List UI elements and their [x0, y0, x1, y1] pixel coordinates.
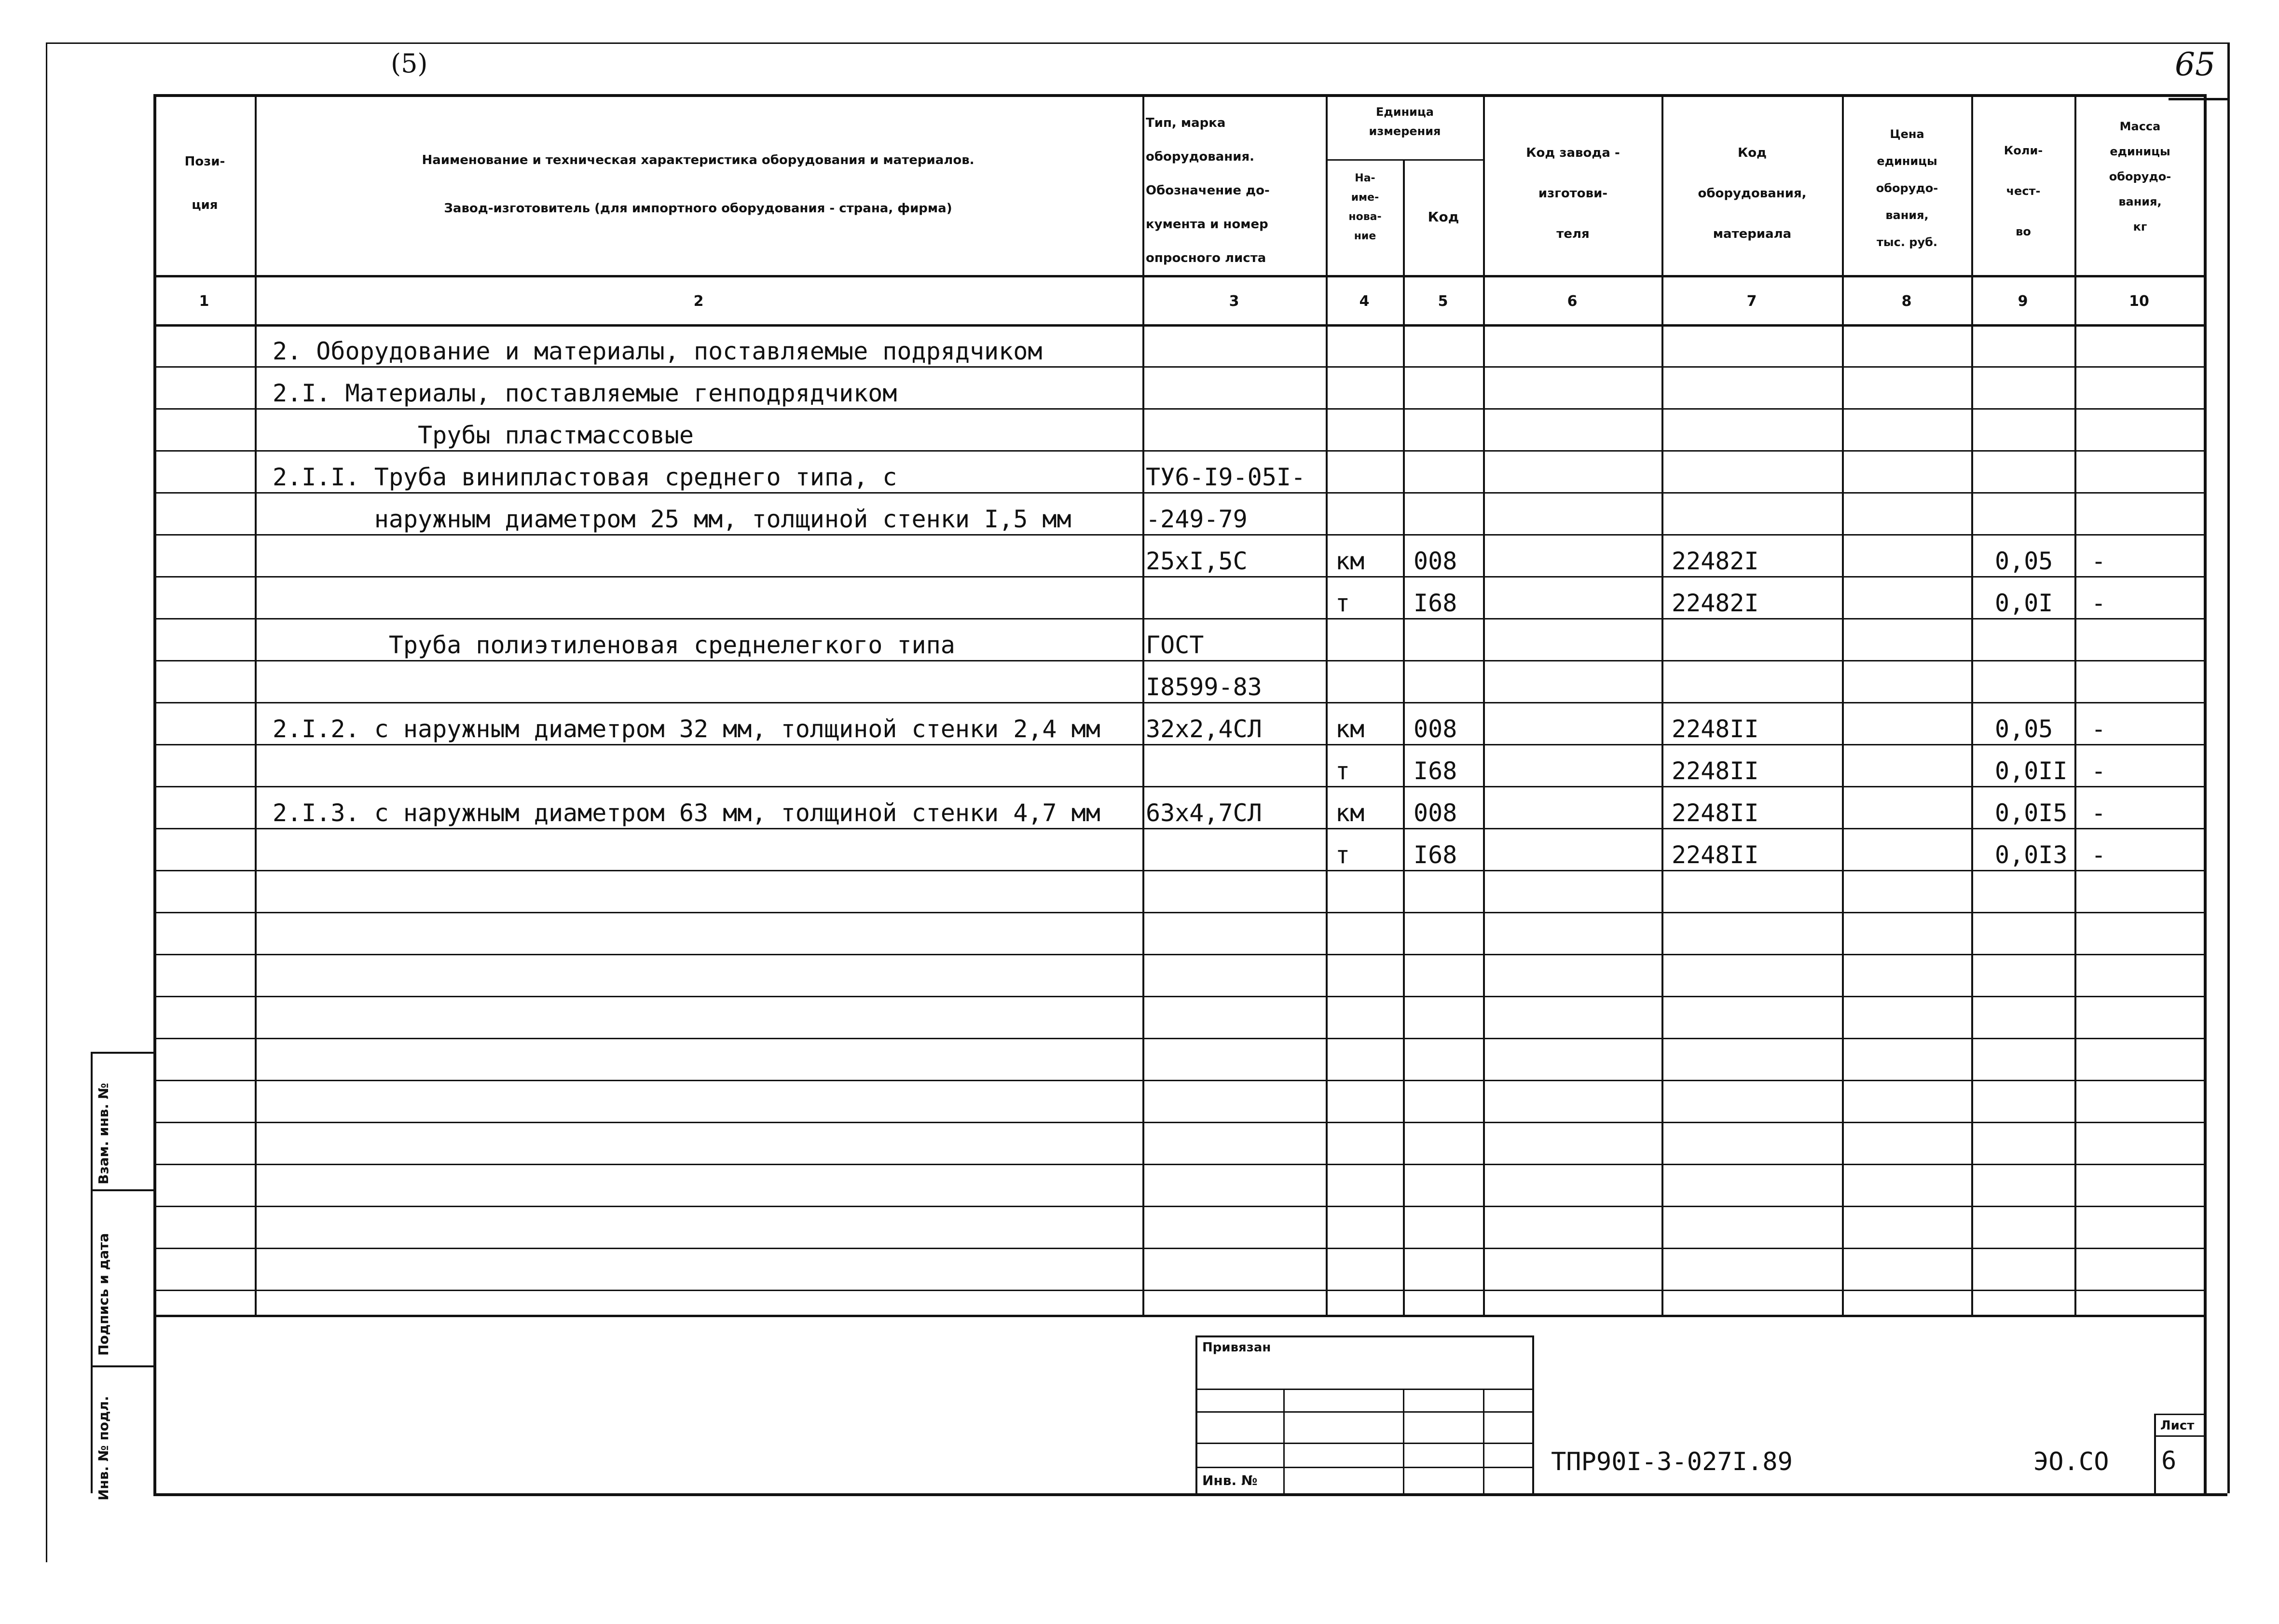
cell-mass: -: [2091, 715, 2106, 743]
cell-name: 2. Оборудование и материалы, поставляемые подрядчиком: [273, 337, 1043, 365]
row-line: [153, 1206, 2204, 1207]
stamp-line: [1195, 1467, 1532, 1468]
cell-type: 32х2,4СЛ: [1146, 715, 1262, 743]
stamp-line: [1195, 1411, 1532, 1413]
cell-name: 2.I.I. Труба винипластовая среднего типа, с: [273, 463, 897, 491]
cell-unit: км: [1335, 799, 1365, 827]
header-unit-code: Код: [1428, 209, 1459, 225]
stamp-line: [1283, 1389, 1285, 1493]
row-line: [153, 1164, 2204, 1165]
cell-type: I8599-83: [1146, 673, 1262, 701]
row-line: [153, 870, 2204, 871]
frame-right: [2204, 1315, 2207, 1493]
row-line: [153, 1122, 2204, 1123]
row-line: [153, 1290, 2204, 1291]
column-number: 4: [1359, 293, 1370, 310]
header-factory-code: Код завода - изготови- теля: [1526, 146, 1620, 241]
header-mass: Масса единицы оборудо- вания, кг: [2109, 120, 2171, 234]
side-label-inv: Инв. № подл.: [96, 1396, 111, 1500]
cell-unit-code: 008: [1414, 715, 1457, 743]
cell-unit-code: I68: [1414, 757, 1457, 785]
cell-quantity: 0,0II: [1995, 757, 2068, 785]
frame-bottom: [153, 1493, 2227, 1496]
row-line: [153, 996, 2204, 997]
document-code: ТПР90I-3-027I.89: [1551, 1447, 1793, 1476]
column-line: [1403, 159, 1405, 1315]
header-material-code: Код оборудования, материала: [1698, 146, 1807, 241]
cell-name: 2.I. Материалы, поставляемые генподрядчиком: [273, 379, 897, 407]
stamp-line: [1195, 1335, 1532, 1337]
cell-material-code: 2248II: [1672, 715, 1759, 743]
cell-type: ТУ6-I9-05I-: [1146, 463, 1306, 491]
side-strip-left: [91, 1052, 93, 1493]
header-price: Цена единицы оборудо- вания, тыс. руб.: [1876, 127, 1938, 249]
section-mark: (5): [391, 48, 428, 79]
row-line: [153, 1080, 2204, 1081]
cell-unit: км: [1335, 715, 1365, 743]
column-line: [1971, 94, 1973, 1315]
stamp-line: [1195, 1443, 1532, 1444]
document-suffix: ЭО.СО: [2033, 1447, 2109, 1476]
sheet-box-line: [2154, 1414, 2156, 1493]
cell-material-code: 22482I: [1672, 589, 1759, 617]
column-number: 1: [199, 293, 209, 310]
table-bottom-border: [153, 1315, 2204, 1317]
cell-name: 2.I.2. с наружным диаметром 32 мм, толщиной стенки 2,4 мм: [273, 715, 1100, 743]
cell-unit: т: [1335, 757, 1350, 785]
column-number: 6: [1567, 293, 1578, 310]
row-line: [153, 1248, 2204, 1249]
cell-quantity: 0,05: [1995, 547, 2053, 575]
side-strip-divider: [91, 1189, 153, 1191]
cell-unit-code: 008: [1414, 799, 1457, 827]
cell-material-code: 2248II: [1672, 799, 1759, 827]
header-name: Наименование и техническая характеристика оборудования и материалов. Завод-изготовитель (для импортного оборудования - страна, фирма): [422, 153, 975, 216]
side-strip-top: [91, 1052, 153, 1054]
stamp-privyazan-label: Привязан: [1202, 1340, 1271, 1355]
row-line: [153, 1038, 2204, 1039]
column-line: [153, 94, 156, 1315]
column-number: 2: [693, 293, 704, 310]
cell-mass: -: [2091, 799, 2106, 827]
column-line: [1842, 94, 1844, 1315]
column-line: [1142, 94, 1144, 1315]
row-line: [153, 786, 2204, 787]
cell-unit-code: I68: [1414, 841, 1457, 869]
cell-mass: -: [2091, 589, 2106, 617]
header-bottom-border: [153, 275, 2204, 277]
column-line: [2074, 94, 2076, 1315]
column-line: [2204, 94, 2207, 1315]
column-number: 9: [2018, 293, 2028, 310]
stamp-line: [1195, 1335, 1197, 1493]
side-strip-divider: [91, 1365, 153, 1367]
column-line: [255, 94, 257, 1315]
side-strip-right: [153, 1315, 156, 1493]
sheet-label: Лист: [2160, 1418, 2195, 1433]
row-line: [153, 618, 2204, 619]
sheet-box-line: [2154, 1414, 2204, 1415]
sheet-mark: 65: [2175, 46, 2215, 83]
cell-type: ГОСТ: [1146, 631, 1204, 659]
cell-name: наружным диаметром 25 мм, толщиной стенки I,5 мм: [273, 505, 1071, 533]
column-line: [1326, 94, 1328, 1315]
sheet-number: 6: [2161, 1446, 2177, 1475]
cell-material-code: 22482I: [1672, 547, 1759, 575]
cell-mass: -: [2091, 757, 2106, 785]
cell-quantity: 0,0I: [1995, 589, 2053, 617]
cell-unit: т: [1335, 589, 1350, 617]
cell-mass: -: [2091, 547, 2106, 575]
column-number: 3: [1229, 293, 1239, 310]
column-line: [1483, 94, 1485, 1315]
stamp-line: [1195, 1389, 1532, 1390]
header-position: Пози- ция: [184, 154, 225, 212]
cell-name: Труба полиэтиленовая среднелегкого типа: [273, 631, 955, 659]
header-quantity: Коли- чест- во: [2004, 144, 2043, 238]
table-top-border: [153, 94, 2204, 97]
cell-quantity: 0,0I5: [1995, 799, 2068, 827]
stamp-inv-label: Инв. №: [1202, 1473, 1258, 1488]
cell-type: 25хI,5С: [1146, 547, 1248, 575]
column-number: 8: [1901, 293, 1912, 310]
cell-material-code: 2248II: [1672, 757, 1759, 785]
cell-type: -249-79: [1146, 505, 1248, 533]
sheet-box-line: [2154, 1435, 2204, 1437]
frame-right-outer: [2227, 42, 2230, 1493]
side-label-podpis: Подпись и дата: [96, 1233, 111, 1356]
header-unit-name: На- име- нова- ние: [1348, 172, 1382, 242]
column-line: [1661, 94, 1663, 1315]
cell-name: 2.I.3. с наружным диаметром 63 мм, толщиной стенки 4,7 мм: [273, 799, 1100, 827]
cell-unit: км: [1335, 547, 1365, 575]
stamp-line: [1532, 1335, 1534, 1493]
column-number: 5: [1438, 293, 1448, 310]
cell-unit-code: I68: [1414, 589, 1457, 617]
cell-unit: т: [1335, 841, 1350, 869]
cell-material-code: 2248II: [1672, 841, 1759, 869]
row-line: [153, 912, 2204, 913]
row-line: [153, 954, 2204, 955]
stamp-line: [1403, 1389, 1404, 1493]
cell-unit-code: 008: [1414, 547, 1457, 575]
cell-type: 63х4,7СЛ: [1146, 799, 1262, 827]
cell-name: Трубы пластмассовые: [273, 421, 694, 449]
cell-quantity: 0,0I3: [1995, 841, 2068, 869]
number-row-bottom-border: [153, 324, 2204, 327]
header-unit: Единица измерения: [1369, 105, 1441, 138]
column-number: 7: [1746, 293, 1757, 310]
column-number: 10: [2129, 293, 2149, 310]
header-type: Тип, марка оборудования. Обозначение до- кумента и номер опросного листа: [1146, 116, 1270, 265]
side-label-vzam: Взам. инв. №: [96, 1083, 111, 1184]
cell-quantity: 0,05: [1995, 715, 2053, 743]
cell-mass: -: [2091, 841, 2106, 869]
stamp-line: [1483, 1389, 1484, 1493]
